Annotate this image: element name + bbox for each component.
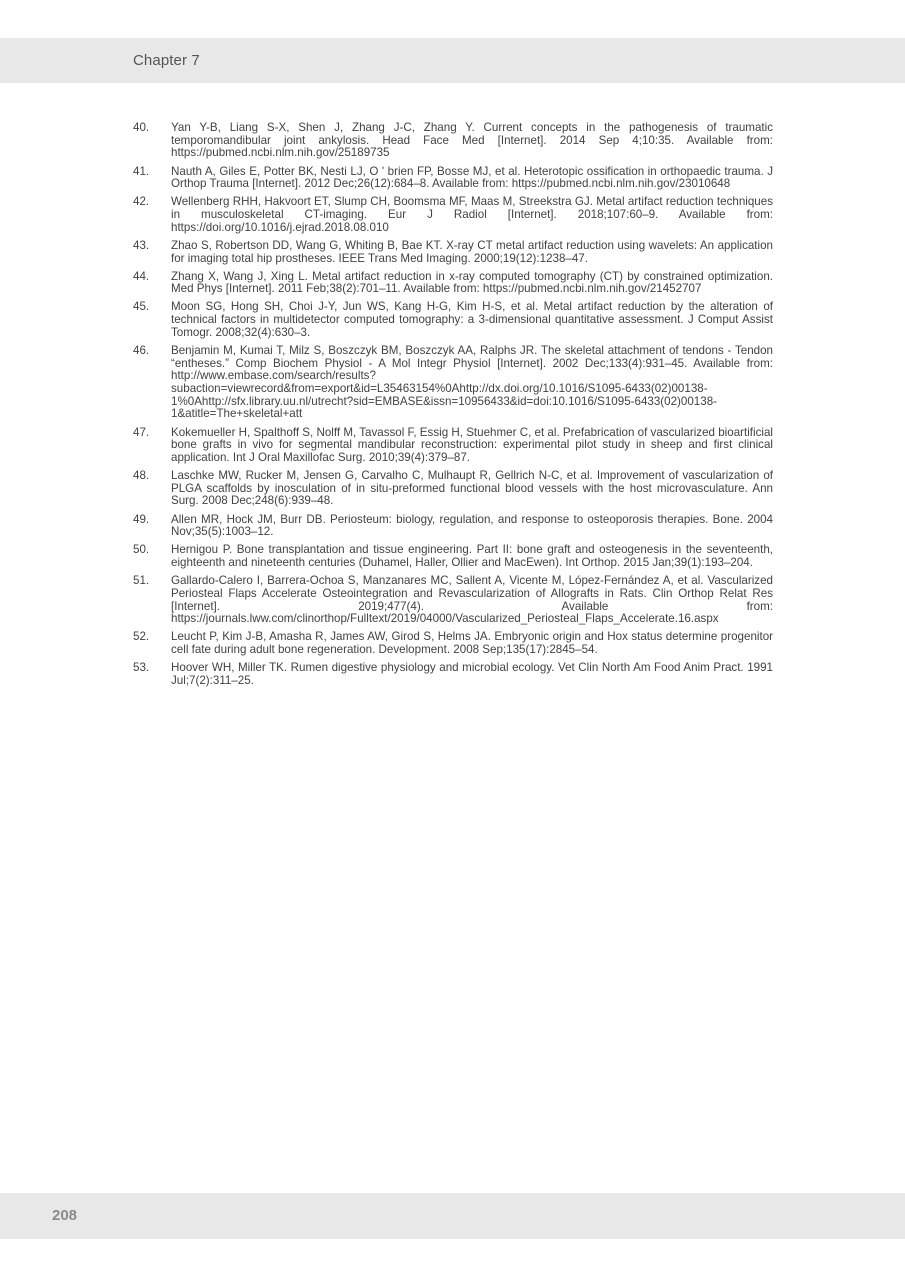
reference-item — [133, 575, 773, 626]
reference-number: 49. — [133, 512, 150, 526]
reference-number: 51. — [133, 574, 150, 588]
reference-text: Gallardo-Calero I, Barrera-Ochoa S, Manzanares MC, Sallent A, Vicente M, López-Fernández A, et al. Vascularized Periosteal Flaps Accelerate Osteointegration and Revascularization of Allografts in Rats. Clin Orthop Relat Res [Internet]. 2019;477(4). Available from: https://journals.lww.com/clinorthop/Fulltext/2019/04000/Vascularized_Periosteal_Flaps_Accelerate.16.aspx — [171, 574, 773, 626]
reference-number: 47. — [133, 425, 150, 439]
reference-item — [133, 427, 773, 465]
reference-number: 52. — [133, 630, 150, 644]
reference-item — [133, 301, 773, 339]
reference-text: Zhao S, Robertson DD, Wang G, Whiting B, Bae KT. X-ray CT metal artifact reduction using wavelets: An application for imaging total hip prostheses. IEEE Trans Med Imaging. 2000;19(12):1238–47. — [171, 238, 773, 265]
reference-number: 53. — [133, 661, 150, 675]
reference-item — [133, 514, 773, 539]
reference-item — [133, 166, 773, 191]
reference-text: Zhang X, Wang J, Xing L. Metal artifact reduction in x-ray computed tomography (CT) by constrained optimization. Med Phys [Internet]. 2011 Feb;38(2):701–11. Available from: https://pubmed.ncbi.nlm.nih.gov/21452707 — [171, 269, 773, 296]
reference-number: 43. — [133, 238, 150, 252]
reference-text: Hernigou P. Bone transplantation and tissue engineering. Part II: bone graft and osteogenesis in the seventeenth, eighteenth and nineteenth centuries (Duhamel, Haller, Ollier and MacEwen). Int Orthop. 2015 Jan;39(1):193–204. — [171, 543, 773, 569]
reference-number: 46. — [133, 343, 150, 357]
reference-number: 41. — [133, 164, 150, 178]
reference-item — [133, 196, 773, 234]
reference-text: Moon SG, Hong SH, Choi J-Y, Jun WS, Kang H-G, Kim H-S, et al. Metal artifact reduction by the alteration of technical factors in multidetector computed tomography: a 3-dimensional quantitative assessment. J Comput Assist Tomogr. 2008;32(4):630–3. — [171, 300, 773, 339]
reference-text: Wellenberg RHH, Hakvoort ET, Slump CH, Boomsma MF, Maas M, Streekstra GJ. Metal artifact reduction techniques in musculoskeletal CT-imaging. Eur J Radiol [Internet]. 2018;107:60–9. Available from: https://doi.org/10.1016/j.ejrad.2018.08.010 — [171, 195, 773, 234]
reference-text: Laschke MW, Rucker M, Jensen G, Carvalho C, Mulhaupt R, Gellrich N-C, et al. Improvement of vascularization of PLGA scaffolds by inosculation of in situ-preformed functional blood vessels with the host microvasculature. Ann Surg. 2008 Dec;248(6):939–48. — [171, 469, 773, 508]
reference-number: 44. — [133, 269, 150, 283]
reference-number: 42. — [133, 195, 150, 209]
reference-number: 48. — [133, 469, 150, 482]
reference-number: 45. — [133, 300, 150, 314]
reference-list — [133, 122, 773, 693]
chapter-header — [0, 38, 905, 83]
reference-item — [133, 470, 773, 508]
reference-text: Benjamin M, Kumai T, Milz S, Boszczyk BM, Boszczyk AA, Ralphs JR. The skeletal attachment of tendons - Tendon “entheses.” Comp Biochem Physiol - A Mol Integr Physiol [Internet]. 2002 Dec;133(4):931–45. Available from: http://www.embase.com/search/results?subaction=viewrecord&from=export&id=L35463154%0Ahttp://dx.doi.org/10.1016/S1095-6433(02)00138-1%0Ahttp://sfx.library.uu.nl/utrecht?sid=EMBASE&issn=10956433&id=doi:10.1016/S1095-6433(02)00138-1&atitle=The+skeletal+att — [171, 343, 773, 421]
reference-item — [133, 122, 773, 160]
reference-text: Leucht P, Kim J-B, Amasha R, James AW, Girod S, Helms JA. Embryonic origin and Hox status determine progenitor cell fate during adult bone regeneration. Development. 2008 Sep;135(17):2845–54. — [171, 630, 773, 656]
reference-item — [133, 662, 773, 687]
reference-item — [133, 631, 773, 656]
reference-number: 40. — [133, 121, 150, 134]
reference-item — [133, 544, 773, 569]
reference-number: 50. — [133, 543, 150, 557]
chapter-title: Chapter 7 — [133, 52, 200, 69]
page-number: 208 — [52, 1207, 78, 1224]
reference-item — [133, 345, 773, 421]
reference-item — [133, 271, 773, 296]
reference-text: Yan Y-B, Liang S-X, Shen J, Zhang J-C, Zhang Y. Current concepts in the pathogenesis of traumatic temporomandibular joint ankylosis. Head Face Med [Internet]. 2014 Sep 4;10:35. Available from: https://pubmed.ncbi.nlm.nih.gov/25189735 — [171, 121, 773, 160]
reference-text: Hoover WH, Miller TK. Rumen digestive physiology and microbial ecology. Vet Clin North Am Food Anim Pract. 1991 Jul;7(2):311–25. — [171, 661, 773, 687]
reference-item — [133, 240, 773, 265]
reference-text: Kokemueller H, Spalthoff S, Nolff M, Tavassol F, Essig H, Stuehmer C, et al. Prefabrication of vascularized bioartificial bone grafts in vivo for segmental mandibular reconstruction: experimental pilot study in sheep and first clinical application. Int J Oral Maxillofac Surg. 2010;39(4):379–87. — [171, 425, 773, 464]
reference-text: Nauth A, Giles E, Potter BK, Nesti LJ, O ' brien FP, Bosse MJ, et al. Heterotopic ossification in orthopaedic trauma. J Orthop Trauma [Internet]. 2012 Dec;26(12):684–8. Available from: https://pubmed.ncbi.nlm.nih.gov/23010648 — [171, 164, 773, 191]
reference-text: Allen MR, Hock JM, Burr DB. Periosteum: biology, regulation, and response to osteoporosis therapies. Bone. 2004 Nov;35(5):1003–12. — [171, 512, 773, 539]
page-footer — [0, 1193, 905, 1239]
